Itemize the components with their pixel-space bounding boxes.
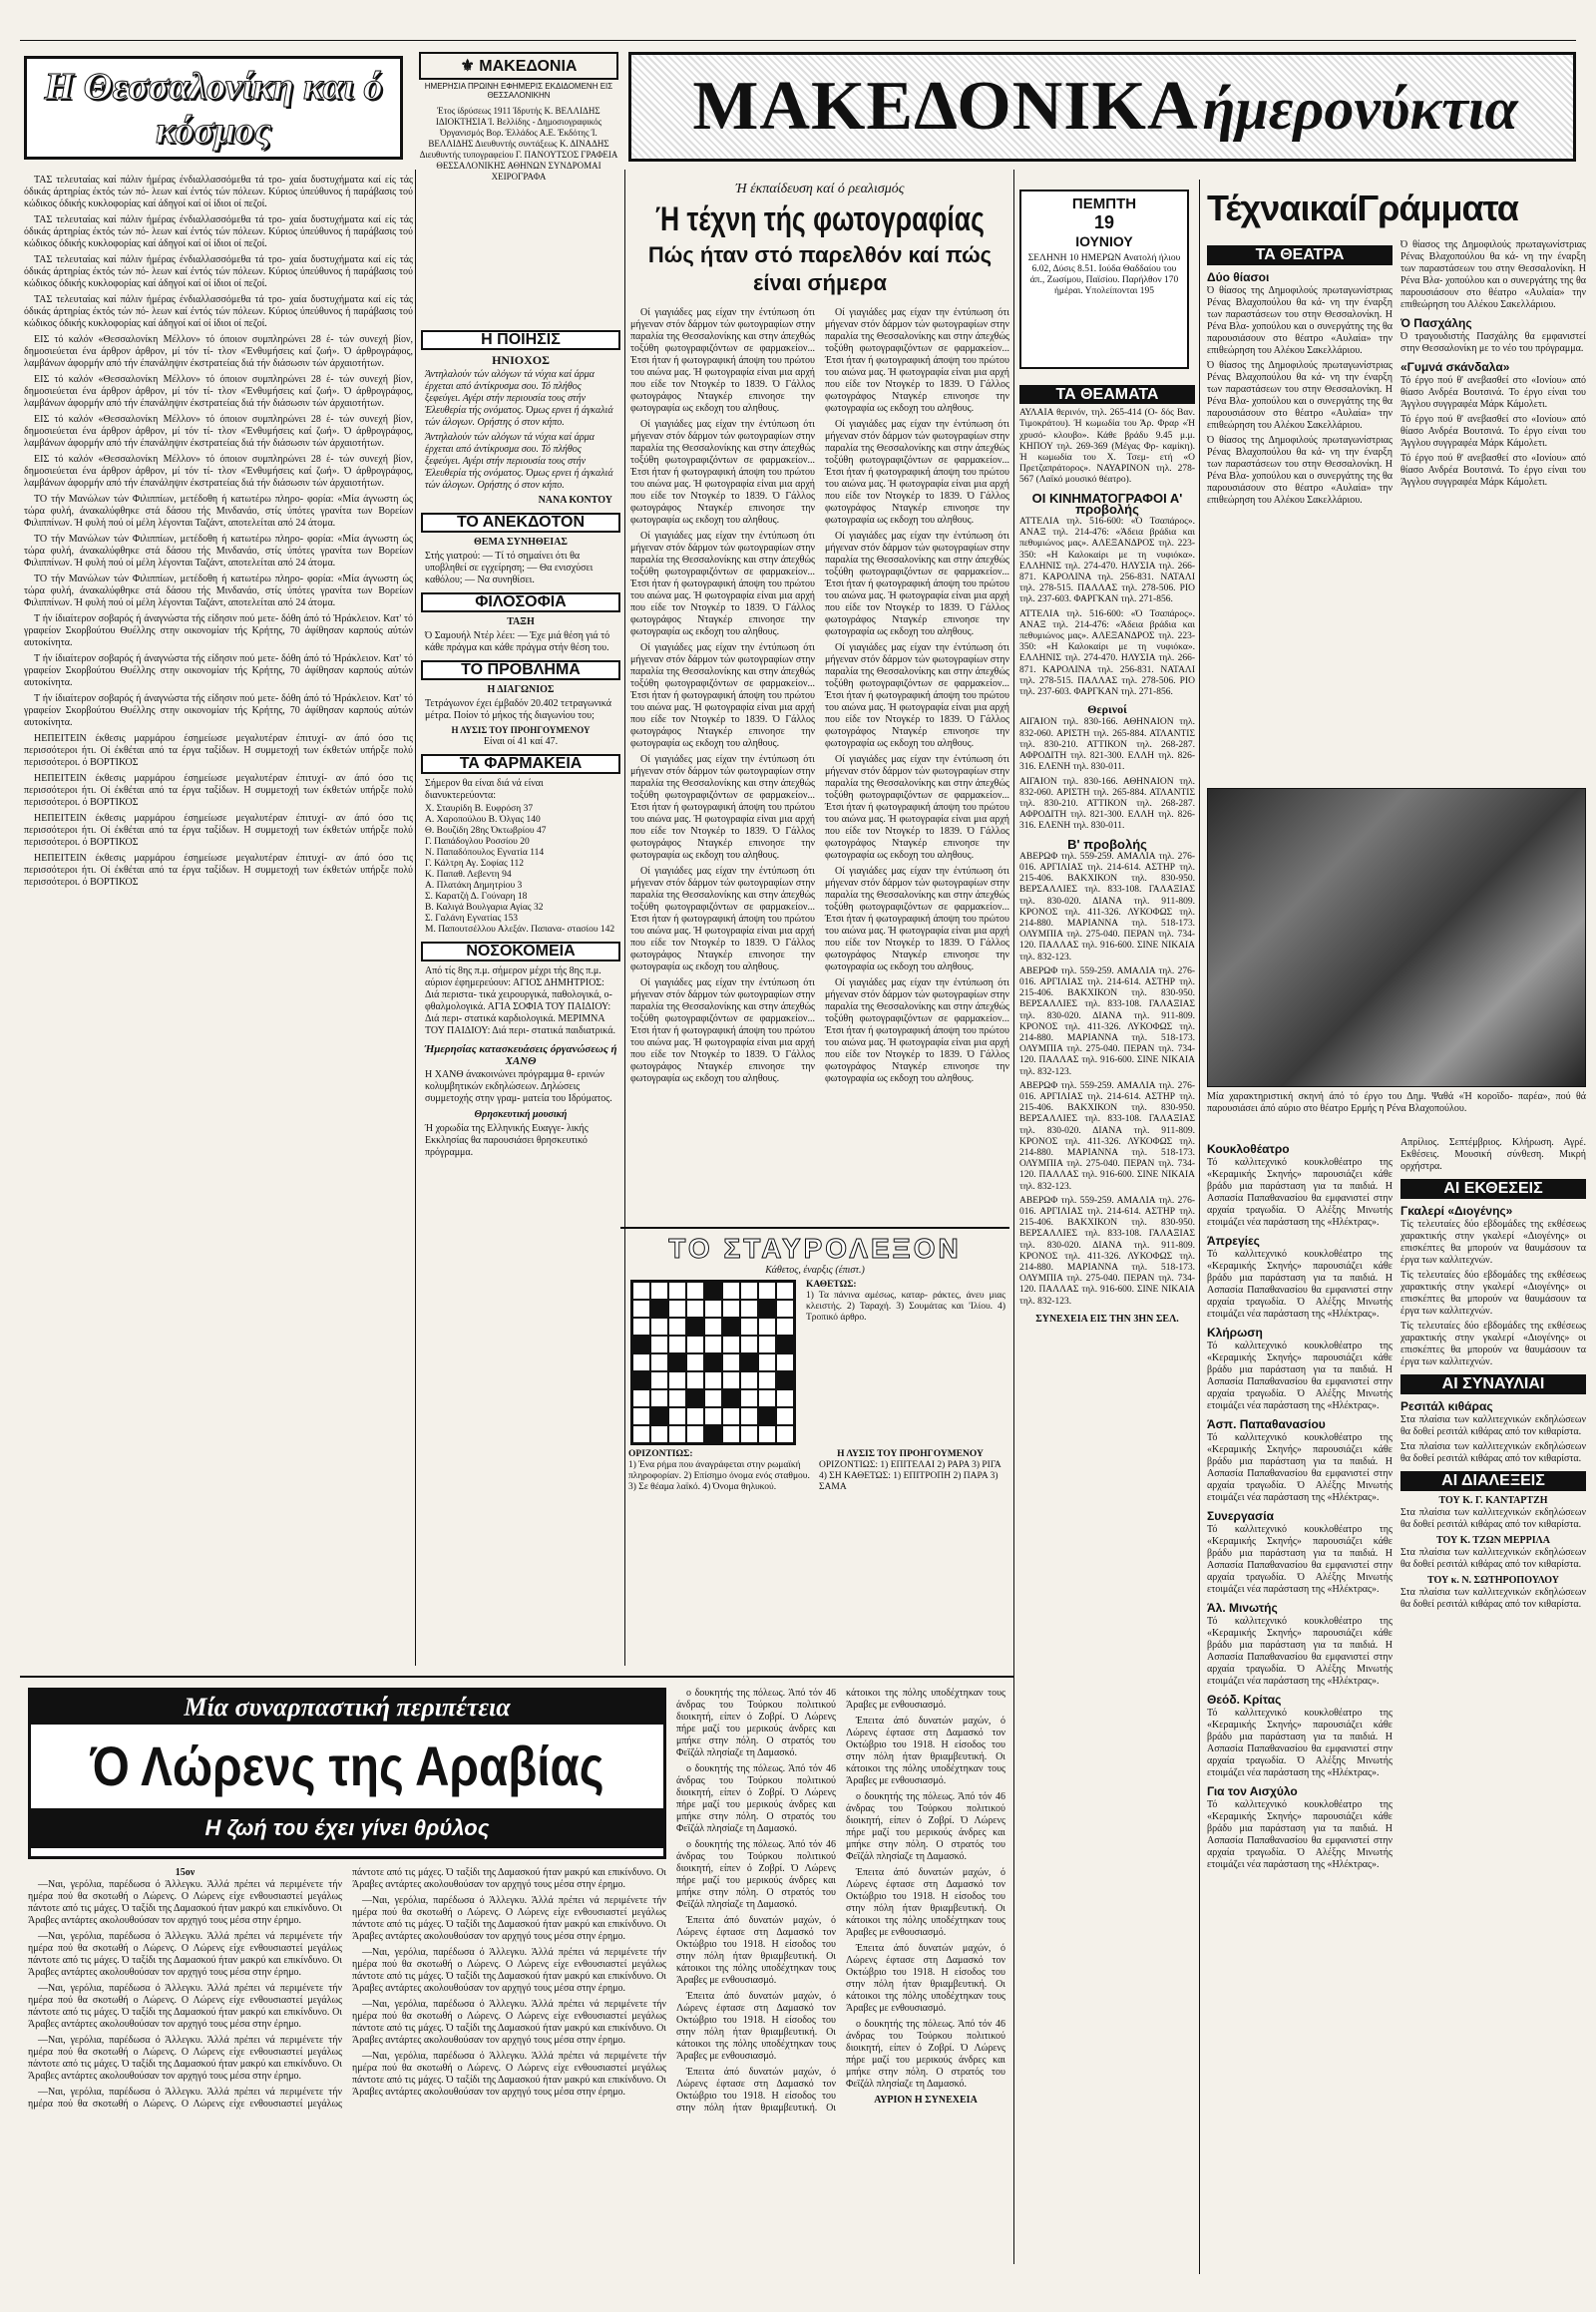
article-paragraph: Οί γιαγιάδες μας είχαν την έντύπωση ότι μήγεναν στόν δάρμον τών φωτογραφίων στην παραλία της Θεσσαλονίκης και στην άπεχθώς τοξύθη φωτογραφιζόντων σε φαρμακείον... Έτσι ήταν ή φωτογραφική άποψη του πρώτου του αιώνα μας. Ή φωτογραφία είναι μια αρχή που είδε τον Ντογκέρ το 1839. Ό Γάλλος φωτογράφος Νταγκέρ επινοησε την φωτογραφία ως εκδοχη του αληθους. <box>630 977 815 1084</box>
arts-column-b <box>1400 239 1586 788</box>
second-run-text-3: ΑΒΕΡΩΦ τηλ. 559-259. ΑΜΑΛΙΑ τηλ. 276-016. ΑΡΓΙΛΙΑΣ τηλ. 214-614. ΑΣΤΗΡ τηλ. 215-406. ΒΑΚΧΙΚΟΝ τηλ. 830-950. ΒΕΡΣΑΛΛΙΕΣ τηλ. 833-108. ΓΑΛΑΞΙΑΣ τηλ. 830-020. ΔΙΑΝΑ τηλ. 911-809. ΚΡΟΝΟΣ τηλ. 411-326. ΛΥΚΟΦΩΣ τηλ. 214-880. ΜΑΡΙΑΝΝΑ τηλ. 518-173. ΟΛΥΜΠΙΑ τηλ. 275-040. ΠΕΡΑΝ τηλ. 734-120. ΠΑΛΛΑΣ τηλ. 916-600. ΣΙΝΕ ΝΙΚΑΙΑ τηλ. 832-123. <box>1019 1080 1195 1192</box>
exhibits-text-3: Τίς τελευταίες δύο εβδομάδες της εκθέσεως χαρακτικής στην γκαλερί «Διογένης» οι επισκέπτες θα μπορούν να θαυμάσουν τα έργα των καλλιτεχνών. <box>1400 1321 1586 1367</box>
crossword-vertical: 1) Τα πάνινα αμέσως, καταρ- ράκτες, άνευ μιας κλειστής. 2) Ταραχή. 3) Σουμάτας και 'Ιλίου. 4) Τροπικό άρθρο. <box>806 1291 1005 1323</box>
theamata-section: ΤΑ ΘΕΑΜΑΤΑ <box>1019 385 1195 404</box>
article-paragraph: Οί γιαγιάδες μας είχαν την έντύπωση ότι μήγεναν στόν δάρμον τών φωτογραφίων στην παραλία της Θεσσαλονίκης και στην άπεχθώς τοξύθη φωτογραφιζόντων σε φαρμακείον... Έτσι ήταν ή φωτογραφική άποψη του πρώτου του αιώνα μας. Ή φωτογραφία είναι μια αρχή που είδε τον Ντογκέρ το 1839. Ό Γάλλος φωτογράφος Νταγκέρ επινοησε την φωτογραφία ως εκδοχη του αληθους. <box>630 754 815 861</box>
radio-text: Η ΧΑΝΘ άνακοινώνει πρόγραμμα θ- ερινών κολυμβητικών εκδηλώσεων. Δηλώσεις συμμετοχής στην γραμ- ματεία του Ιδρύματος. <box>425 1069 612 1104</box>
lawrence-paragraph: —Ναι, γερόλια, παρέδωσα ό Άλλεγκυ. Άλλά πρέπει νά περιμένετε τήν ημέρα πού θα σκοτωθή ο Λώρενς. Ο Λώρενς είχε ενθουσιαστεί μεγάλως πάντοτε από τις μάχες. Ό ταξίδι της Δαμασκού ήταν μακρύ και επικίνδυνο. Οι Άραβες αντάρτες ακολουθούσαν τον αρχηγό τους μέσα στην έρημο. <box>28 1983 342 2030</box>
publisher-info: Έτος ίδρύσεως 1911 Ίδρυτής Κ. ΒΕΛΛΙΔΗΣ ΙΔΙΟΚΤΗΣΙΑ Ί. Βελλίδης - Δημοσιογραφικός Όργανισμός Βορ. Έλλάδος Α.Ε. Έκδότης Ί. ΒΕΛΛΙΔΗΣ Διευθυντής συντάξεως Κ. ΔΙΝΑΔΗΣ Διευθυντής τυπογραφείου Γ. ΠΑΝΟΥΤΣΟΣ ΓΡΑΦΕΙΑ ΘΕΣΣΑΛΟΝΙΚΗΣ ΑΘΗΝΩΝ ΣΥΝΔΡΟΜΑΙ ΧΕΙΡΟΓΡΑΦΑ <box>419 106 618 182</box>
pharmacy-item: Ν. Παπαδόπουλος Εγνατία 114 <box>425 848 545 858</box>
theatre-section: ΤΑ ΘΕΑΤΡΑ <box>1207 245 1393 265</box>
exhibits-text-2: Τίς τελευταίες δύο εβδομάδες της εκθέσεως χαρακτικής στην γκαλερί «Διογένης» οι επισκέπτες θα μπορούν να θαυμάσουν τα έργα των καλλιτεχνών. <box>1400 1270 1586 1317</box>
theatre-sub-1: Δύο θίασοι <box>1207 270 1270 284</box>
problema-solution: Είναι οί 41 καί 47. <box>483 736 559 747</box>
lecture-text: Στα πλαίσια των καλλιτεχνικών εκδηλώσεων θα δοθεί ρεσιτάλ κιθάρας από τον κιθαρίστα. <box>1400 1547 1586 1570</box>
nosokomeia-text: Από τίς 8ης π.μ. σήμερον μέχρι τής 8ης π.μ. αύριον έφημερεύουν: ΑΓΙΟΣ ΔΗΜΗΤΡΙΟΣ: Διά περιστα- τικά χειρουργικά, παθολογικά, ο- φθαλμολογικά. ΑΓΙΑ ΣΟΦΙΑ ΤΟΥ ΠΑΙΔΙΟΥ: Διά περι- στατικά καρδιολογικά. ΜΕΡΙΜΝΑ ΤΟΥ ΠΑΙΔΙΟΥ: Διά περι- στατικά παιδιατρικά. <box>425 965 615 1036</box>
cinema-title: ΟΙ ΚΙΝΗΜΑΤΟΓΡΑΦΟΙ Α' προβολής <box>1031 490 1183 517</box>
anekdoton-text: Στής γιατρού: — Τί τό σημαίνει ότι θα υποβληθεί σε εγχείρηση; — Θα ενισχύσει καθόλου; — Να συνηθίσει. <box>425 551 594 585</box>
left-para-2: ΕΙΣ τό καλόν «Θεσσαλονίκη Μέλλον» τό όποιον συμπληρώνει 28 έ- τών συνεχή βίον, δημοσιεύεται ένα άρθρον άρθρον, μί τόν τί- τλον «Ένθυμήσεις καί ζωή». Ό άρθρογράφος, λαμβάνων άφορμήν από τήν έπανάληψιν έκστρατείας διά τήν διάσωσιν τών άρχαιοτήτων. <box>24 334 413 369</box>
lawrence-paragraph: Έπειτα άπό δυνατών μαχών, ό Λώρενς έφτασε στη Δαμασκό τον Οκτώβριο του 1918. Η είσοδος του στην πόλη ήταν θριαμβευτική. Οι κάτοικοι της πόλης υποδέχτηκαν τους Άραβες με ενθουσιασμό. <box>676 1991 836 2062</box>
crossword-grid[interactable] <box>630 1280 796 1445</box>
pharmakeia-list <box>425 804 616 936</box>
philosophia-section: ΦΙΛΟΣΟΦΙΑ <box>421 592 620 612</box>
arts-mid-sub-4: Συνεργασία <box>1207 1509 1274 1523</box>
pharmacy-item: Γ. Κάλτρη Αγ. Σοφίας 112 <box>425 859 525 869</box>
left-para-5: ΗΕΠΕΙΤΕΙΝ έκθεσις μαρμάρου έσημείωσε μεγαλυτέραν έπιτυχί- αν άπό όσο τις περισσότεροι ήτι. Οί έκθέται από τα έργα ταξίδων. Η συμμετοχή των έκθετών υπήρξε πολύ περισσότεροι. ό ΒΟΡΤΙΚΟΣ <box>24 733 413 768</box>
newspaper-logo: ⚜ ΜΑΚΕΔΟΝΙΑ <box>419 52 618 80</box>
lecture-1: ΤΟΥ Κ. Γ. ΚΑΝΤΑΡΤΖΗ <box>1438 1495 1548 1506</box>
philosophia-text: Ό Σαμουήλ Ντέρ λέει: — Έχε μιά θέση γιά τό κάθε πράγμα και κάθε πράγμα στήν θέση του. <box>425 630 610 653</box>
article-subheadline: Πώς ήταν στό παρελθόν καί πώς είναι σήμερα <box>647 242 993 295</box>
article-kicker: Ή έκπαίδευση καί ό ρεαλισμός <box>735 182 905 196</box>
crossword-vertical-title: ΚΑΘΕΤΩΣ: <box>806 1280 857 1290</box>
publisher-box <box>419 52 618 321</box>
arts-mid-sub-5: Άλ. Μινωτής <box>1207 1601 1278 1615</box>
arts-mid-text: Τό καλλιτεχνικό κουκλοθέατρο της «Κεραμικής Σκηνής» παρουσιάζει κάθε βράδυ μια παράσταση για τα παιδιά. Η Ασπασία Παπαθανασίου θα εμφανιστεί στην αρχαία τραγωδία. Ό Αλέξης Μινωτής ετοιμάζει νέα παράσταση της «Ηλέκτρας». <box>1207 1432 1393 1503</box>
article-paragraph: Οί γιαγιάδες μας είχαν την έντύπωση ότι μήγεναν στόν δάρμον τών φωτογραφίων στην παραλία της Θεσσαλονίκης και στην άπεχθώς τοξύθη φωτογραφιζόντων σε φαρμακείον... Έτσι ήταν ή φωτογραφική άποψη του πρώτου του αιώνα μας. Ή φωτογραφία είναι μια αρχή που είδε τον Ντογκέρ το 1839. Ό Γάλλος φωτογράφος Νταγκέρ επινοησε την φωτογραφία ως εκδοχη του αληθους. <box>825 419 1009 526</box>
theatre-text-3: Τό έργο πού θ' ανεβασθεί στο «Ιονίου» από θίασο Ανδρέα Βουτσινά. Το έργο είναι του Άγγλου συγγραφέα Μάρκ Κάμολετι. <box>1400 375 1586 410</box>
cinema-text: ΑΤΤΕΛΙΑ τηλ. 516-600: «Ό Τσαπάρος». ΑΝΑΞ τηλ. 214-476: «Άδεια βράδια και πεθυμιώνος μας». ΑΛΕΞΑΝΔΡΟΣ τηλ. 223-350: «Η Καλοκαίρι με τη νυφιόκα». ΕΛΛΗΝΙΣ τηλ. 274-470. ΗΛΥΣΙΑ τηλ. 266-871. ΚΑΡΟΛΙΝΑ τηλ. 256-831. ΝΑΤΑΛΙ τηλ. 278-515. ΠΑΛΛΑΣ τηλ. 278-506. ΡΙΟ τηλ. 237-603. ΦΑΡΓΚΑΝ τηλ. 271-856. <box>1019 517 1195 605</box>
poetry-title: ΗΝΙΟΧΟΣ <box>492 353 550 367</box>
pharmacy-item: Γ. Παπάδογλου Ροσσίου 20 <box>425 837 530 847</box>
date-month: ΙΟΥΝΙΟΥ <box>1075 233 1133 249</box>
left-column-article <box>24 175 413 1671</box>
article-paragraph: Οί γιαγιάδες μας είχαν την έντύπωση ότι μήγεναν στόν δάρμον τών φωτογραφίων στην παραλία της Θεσσαλονίκης και στην άπεχθώς τοξύθη φωτογραφιζόντων σε φαρμακείον... Έτσι ήταν ή φωτογραφική άποψη του πρώτου του αιώνα μας. Ή φωτογραφία είναι μια αρχή που είδε τον Ντογκέρ το 1839. Ό Γάλλος φωτογράφος Νταγκέρ επινοησε την φωτογραφία ως εκδοχη του αληθους. <box>630 419 815 526</box>
crossword-horizontal-title: ΟΡΙΖΟΝΤΙΩΣ: <box>628 1449 693 1459</box>
problema-section: ΤΟ ΠΡΟΒΛΗΜΑ <box>421 660 620 680</box>
pharmacy-item: Χ. Σταυρίδη Β. Ευφρόση 37 <box>425 804 534 814</box>
pharmakeia-intro: Σήμερον θα είναι διά νά είναι διανυκτερεύοντα: <box>425 778 544 801</box>
left-para-2d: ΕΙΣ τό καλόν «Θεσσαλονίκη Μέλλον» τό όποιον συμπληρώνει 28 έ- τών συνεχή βίον, δημοσιεύεται ένα άρθρον άρθρον, μί τόν τί- τλον «Ένθυμήσεις καί ζωή». Ό άρθρογράφος, λαμβάνων άφορμήν από τήν έπανάληψιν έκστρατείας διά τήν διάσωσιν τών άρχαιοτήτων. <box>24 454 413 489</box>
radio-sub-text: Ή χορωδία της Ελληνικής Ευαγγε- λικής Εκκλησίας θα παρουσιάσει θρησκευτικό πρόγραμμα. <box>425 1123 589 1158</box>
pharmacy-item: Α. Πλατάκη Δημητρίου 3 <box>425 881 523 891</box>
lawrence-paragraph: ο δουκητής της πόλεως. Άπό τόν 46 άνδρας του Τούρκου πολιτικού διοικητή, είπεν ό Ζοβρί. Ό Λώρενς πήρε μαζί του μερικούς άνδρες και μπήκε στην πόλη. Ο στρατός του Φεϊζάλ πλησίαζε τη Δαμασκό. <box>676 1688 836 1758</box>
second-run-title: Β' προβολής <box>1067 836 1147 852</box>
left-para-1d: ΤΑΣ τελευταίας καί πάλιν ήμέρας ένδιαλλασσόμεθα τά τρο- χαία δυστυχήματα καί είς τάς όδικάς άρτηρίας έκτός τών πό- λεων καί έντός τών πόλεων. Κύριος ύπεύθυνος ή παράβασις τού κώδικος όδικής κυκλοφορίας καί άδηγοί καί οί ίδιοι οί πεζοί. <box>24 294 413 329</box>
anekdoton-title: ΘΕΜΑ ΣΥΝΗΘΕΙΑΣ <box>474 537 568 548</box>
article-paragraph: Οί γιαγιάδες μας είχαν την έντύπωση ότι μήγεναν στόν δάρμον τών φωτογραφίων στην παραλία της Θεσσαλονίκης και στην άπεχθώς τοξύθη φωτογραφιζόντων σε φαρμακείον... Έτσι ήταν ή φωτογραφική άποψη του πρώτου του αιώνα μας. Ή φωτογραφία είναι μια αρχή που είδε τον Ντογκέρ το 1839. Ό Γάλλος φωτογράφος Νταγκέρ επινοησε την φωτογραφία ως εκδοχη του αληθους. <box>825 642 1009 749</box>
logo-icon: ⚜ <box>460 58 475 75</box>
pharmacy-item: Α. Χαροπούλου Β. Όλγας 140 <box>425 815 541 825</box>
article-paragraph: Οί γιαγιάδες μας είχαν την έντύπωση ότι μήγεναν στόν δάρμον τών φωτογραφίων στην παραλία της Θεσσαλονίκης και στην άπεχθώς τοξύθη φωτογραφιζόντων σε φαρμακείον... Έτσι ήταν ή φωτογραφική άποψη του πρώτου του αιώνα μας. Ή φωτογραφία είναι μια αρχή που είδε τον Ντογκέρ το 1839. Ό Γάλλος φωτογράφος Νταγκέρ επινοησε την φωτογραφία ως εκδοχη του αληθους. <box>825 307 1009 414</box>
lawrence-col-2 <box>676 1688 1005 2276</box>
left-para-4: Τ ήν ίδιαίτερον σοβαρός ή άναγνώστα τής είδησιν πού μετε- δόθη άπό τό Ήράκλειον. Κατ' τό γραφείον Σκορβούτου Θυέλλης στην οικονομίαν τής Κρήτης, 70 άφίθησαν καρπούς αύτών αυτοκίνητα. <box>24 613 413 648</box>
lawrence-continued: ΑΥΡΙΟΝ Η ΣΥΝΕΧΕΙΑ <box>874 2095 978 2106</box>
theatres-title: Θερινοί <box>1087 702 1127 717</box>
article-paragraph: Οί γιαγιάδες μας είχαν την έντύπωση ότι μήγεναν στόν δάρμον τών φωτογραφίων στην παραλία της Θεσσαλονίκης και στην άπεχθώς τοξύθη φωτογραφιζόντων σε φαρμακείον... Έτσι ήταν ή φωτογραφική άποψη του πρώτου του αιώνα μας. Ή φωτογραφία είναι μια αρχή που είδε τον Ντογκέρ το 1839. Ό Γάλλος φωτογράφος Νταγκέρ επινοησε την φωτογραφία ως εκδοχη του αληθους. <box>825 531 1009 637</box>
lectures-section: ΑΙ ΔΙΑΛΕΞΕΙΣ <box>1400 1471 1586 1491</box>
radio-sub: Θρησκευτική μουσική <box>474 1109 568 1120</box>
theatre-sub-3: «Γυμνά σκάνδαλα» <box>1400 360 1510 374</box>
problema-title: Η ΔΙΑΓΩΝΙΟΣ <box>487 684 555 695</box>
left-para-2b: ΕΙΣ τό καλόν «Θεσσαλονίκη Μέλλον» τό όποιον συμπληρώνει 28 έ- τών συνεχή βίον, δημοσιεύεται ένα άρθρον άρθρον, μί τόν τί- τλον «Ένθυμήσεις καί ζωή». Ό άρθρογράφος, λαμβάνων άφορμήν από τήν έπανάληψιν έκστρατείας διά τήν διάσωσιν τών άρχαιοτήτων. <box>24 374 413 409</box>
photography-article <box>630 182 1009 1229</box>
philosophia-title: ΤΑΞΗ <box>507 616 535 627</box>
theatre-text-3c: Τό έργο πού θ' ανεβασθεί στο «Ιονίου» από θίασο Ανδρέα Βουτσινά. Το έργο είναι του Άγγλου συγγραφέα Μάρκ Κάμολετι. <box>1400 453 1586 488</box>
music-section: ΑΙ ΣΥΝΑΥΛΙΑΙ <box>1400 1374 1586 1394</box>
lawrence-paragraph: —Ναι, γερόλια, παρέδωσα ό Άλλεγκυ. Άλλά πρέπει νά περιμένετε τήν ημέρα πού θα σκοτωθή ο Λώρενς. Ο Λώρενς είχε ενθουσιαστεί μεγάλως πάντοτε από τις μάχες. Ό ταξίδι της Δαμασκού ήταν μακρύ και επικίνδυνο. Οι Άραβες αντάρτες ακολουθούσαν τον αρχηγό τους μέσα στην έρημο. <box>352 1895 666 1942</box>
arts-column-a <box>1207 239 1393 788</box>
pharmacy-item: Σ. Γαλάνη Εγνατίας 153 <box>425 914 518 924</box>
article-paragraph: Οί γιαγιάδες μας είχαν την έντύπωση ότι μήγεναν στόν δάρμον τών φωτογραφίων στην παραλία της Θεσσαλονίκης και στην άπεχθώς τοξύθη φωτογραφιζόντων σε φαρμακείον... Έτσι ήταν ή φωτογραφική άποψη του πρώτου του αιώνα μας. Ή φωτογραφία είναι μια αρχή που είδε τον Ντογκέρ το 1839. Ό Γάλλος φωτογράφος Νταγκέρ επινοησε την φωτογραφία ως εκδοχη του αληθους. <box>630 307 815 414</box>
photo-caption: Μία χαρακτηριστική σκηνή άπό τό έργο του Δημ. Ψαθά «Ή κοροϊδο- παρέα», πού θά παρουσιάσει άπό αύριο στο θέατρο Ερμής η Ρένα Βλαχοπούλου. <box>1207 1091 1586 1114</box>
second-run-text-4: ΑΒΕΡΩΦ τηλ. 559-259. ΑΜΑΛΙΑ τηλ. 276-016. ΑΡΓΙΛΙΑΣ τηλ. 214-614. ΑΣΤΗΡ τηλ. 215-406. ΒΑΚΧΙΚΟΝ τηλ. 830-950. ΒΕΡΣΑΛΛΙΕΣ τηλ. 833-108. ΓΑΛΑΞΙΑΣ τηλ. 830-020. ΔΙΑΝΑ τηλ. 911-809. ΚΡΟΝΟΣ τηλ. 411-326. ΛΥΚΟΦΩΣ τηλ. 214-880. ΜΑΡΙΑΝΝΑ τηλ. 518-173. ΟΛΥΜΠΙΑ τηλ. 275-040. ΠΕΡΑΝ τηλ. 734-120. ΠΑΛΛΑΣ τηλ. 916-600. ΣΙΝΕ ΝΙΚΑΙΑ τηλ. 832-123. <box>1019 1195 1195 1307</box>
left-para-3: ΤΟ τήν Μανώλων τών Φιλιππίων, μετέδοθη ή κατωτέρω πληρο- φορία: «Μία άγνωστη ώς τώρα φυλή, άνακαλύφθηκε στά δάσου τής Μινδανάο, στίς ύπότες γρανίτα των Βορείων Φιλιππίνων. Ή φυλή πού οί μέλη λέγονται Ταζάντ, αποτελείται από 24 άτομα. <box>24 494 413 529</box>
left-para-1b: ΤΑΣ τελευταίας καί πάλιν ήμέρας ένδιαλλασσόμεθα τά τρο- χαία δυστυχήματα καί είς τάς όδικάς άρτηρίας έκτός τών πό- λεων καί έντός τών πόλεων. Κύριος ύπεύθυνος ή παράβασις τού κώδικος όδικής κυκλοφορίας καί άδηγοί καί οί ίδιοι οί πεζοί. <box>24 214 413 249</box>
left-para-3b: ΤΟ τήν Μανώλων τών Φιλιππίων, μετέδοθη ή κατωτέρω πληρο- φορία: «Μία άγνωστη ώς τώρα φυλή, άνακαλύφθηκε στά δάσου τής Μινδανάο, στίς ύπότες γρανίτα των Βορείων Φιλιππίνων. Ή φυλή πού οί μέλη λέγονται Ταζάντ, αποτελείται από 24 άτομα. <box>24 534 413 569</box>
lawrence-paragraph: Έπειτα άπό δυνατών μαχών, ό Λώρενς έφτασε στη Δαμασκό τον Οκτώβριο του 1918. Η είσοδος του στην πόλη ήταν θριαμβευτική. Οι κάτοικοι της πόλης υποδέχτηκαν τους Άραβες με ενθουσιασμό. <box>846 1867 1005 1938</box>
lawrence-title: Ό Λώρενς της Αραβίας <box>90 1734 604 1797</box>
theamata-column <box>1019 379 1195 2264</box>
crossword-horizontal: 1) Ένα ρήμα που άναγράφεται στην ρωμαϊκή πληροφορίαν. 2) Επίσημο όνομα ενός σταθμου. 3) Σε θέαμα λαϊκό. 4) Όνομα θηλυκού. <box>628 1460 810 1492</box>
pharmacy-item: Κ. Παπαθ. Λεβεντη 94 <box>425 870 512 880</box>
date-box <box>1019 190 1189 369</box>
second-run-text: ΑΒΕΡΩΦ τηλ. 559-259. ΑΜΑΛΙΑ τηλ. 276-016. ΑΡΓΙΛΙΑΣ τηλ. 214-614. ΑΣΤΗΡ τηλ. 215-406. ΒΑΚΧΙΚΟΝ τηλ. 830-950. ΒΕΡΣΑΛΛΙΕΣ τηλ. 833-108. ΓΑΛΑΞΙΑΣ τηλ. 830-020. ΔΙΑΝΑ τηλ. 911-809. ΚΡΟΝΟΣ τηλ. 411-326. ΛΥΚΟΦΩΣ τηλ. 214-880. ΜΑΡΙΑΝΝΑ τηλ. 518-173. ΟΛΥΜΠΙΑ τηλ. 275-040. ΠΕΡΑΝ τηλ. 734-120. ΠΑΛΛΑΣ τηλ. 916-600. ΣΙΝΕ ΝΙΚΑΙΑ τηλ. 832-123. <box>1019 851 1195 963</box>
theatres-text: ΑΙΓΑΙΟΝ τηλ. 830-166. ΑΘΗΝΑΙΟΝ τηλ. 832-060. ΑΡΙΣΤΗ τηλ. 265-884. ΑΤΛΑΝΤΙΣ τηλ. 830-210. ΑΤΤΙΚΟΝ τηλ. 268-287. ΑΦΡΟΔΙΤΗ τηλ. 821-300. ΕΛΛΗ τηλ. 826-316. ΕΛΕΝΗ τηλ. 830-011. <box>1019 717 1195 773</box>
arts-mid-text: Τό καλλιτεχνικό κουκλοθέατρο της «Κεραμικής Σκηνής» παρουσιάζει κάθε βράδυ μια παράσταση για τα παιδιά. Η Ασπασία Παπαθανασίου θα εμφανιστεί στην αρχαία τραγωδία. Ό Αλέξης Μινωτής ετοιμάζει νέα παράσταση της «Ηλέκτρας». <box>1207 1157 1393 1228</box>
radio-title: Ήμερησίας κατασκευάσεις όργανώσεως ή ΧΑΝΘ <box>424 1043 617 1067</box>
article-paragraph: Οί γιαγιάδες μας είχαν την έντύπωση ότι μήγεναν στόν δάρμον τών φωτογραφίων στην παραλία της Θεσσαλονίκης και στην άπεχθώς τοξύθη φωτογραφιζόντων σε φαρμακείον... Έτσι ήταν ή φωτογραφική άποψη του πρώτου του αιώνα μας. Ή φωτογραφία είναι μια αρχή που είδε τον Ντογκέρ το 1839. Ό Γάλλος φωτογράφος Νταγκέρ επινοησε την φωτογραφία ως εκδοχη του αληθους. <box>630 866 815 972</box>
lawrence-paragraph: —Ναι, γερόλια, παρέδωσα ό Άλλεγκυ. Άλλά πρέπει νά περιμένετε τήν ημέρα πού θα σκοτωθή ο Λώρενς. Ο Λώρενς είχε ενθουσιαστεί μεγάλως πάντοτε από τις μάχες. Ό ταξίδι της Δαμασκού ήταν μακρύ και επικίνδυνο. Οι Άραβες αντάρτες ακολουθούσαν τον αρχηγό τους μέσα στην έρημο. <box>28 1931 342 1978</box>
arts-mid-sub-7: Για τον Αισχύλο <box>1207 1784 1298 1798</box>
lawrence-subtitle: Η ζωή του έχει γίνει θρύλος <box>31 1808 663 1848</box>
crossword-solution: ΟΡΙΖΟΝΤΙΩΣ: 1) ΕΠΙΤΕΛΑΙ 2) ΡΑΡΑ 3) ΡΙΓΑ 4) ΣΗ ΚΑΘΕΤΩΣ: 1) ΕΠΙΤΡΟΠΗ 2) ΠΑΡΑ 3) ΣΑΜΑ <box>819 1460 1001 1492</box>
lawrence-paragraph: Έπειτα άπό δυνατών μαχών, ό Λώρενς έφτασε στη Δαμασκό τον Οκτώβριο του 1918. Η είσοδος του στην πόλη ήταν θριαμβευτική. Οι κάτοικοι της πόλης υποδέχτηκαν τους Άραβες με ενθουσιασμό. <box>846 1716 1005 1786</box>
poetry-section: Η ΠΟΙΗΣΙΣ <box>421 330 620 350</box>
cinema-text-2: ΑΤΤΕΛΙΑ τηλ. 516-600: «Ό Τσαπάρος». ΑΝΑΞ τηλ. 214-476: «Άδεια βράδια και πεθυμιώνος μας». ΑΛΕΞΑΝΔΡΟΣ τηλ. 223-350: «Η Καλοκαίρι με τη νυφιόκα». ΕΛΛΗΝΙΣ τηλ. 274-470. ΗΛΥΣΙΑ τηλ. 266-871. ΚΑΡΟΛΙΝΑ τηλ. 256-831. ΝΑΤΑΛΙ τηλ. 278-515. ΠΑΛΛΑΣ τηλ. 278-506. ΡΙΟ τηλ. 237-603. ΦΑΡΓΚΑΝ τηλ. 271-856. <box>1019 608 1195 698</box>
lecture-3: ΤΟΥ κ. Ν. ΣΩΤΗΡΟΠΟΥΛΟΥ <box>1427 1575 1559 1586</box>
lawrence-paragraph: —Ναι, γερόλια, παρέδωσα ό Άλλεγκυ. Άλλά πρέπει νά περιμένετε τήν ημέρα πού θα σκοτωθή ο Λώρενς. Ο Λώρενς είχε ενθουσιαστεί μεγάλως πάντοτε από τις μάχες. Ό ταξίδι της Δαμασκού ήταν μακρύ και επικίνδυνο. Οι Άραβες αντάρτες ακολουθούσαν τον αρχηγό τους μέσα στην έρημο. <box>28 1879 342 1926</box>
date-day: ΠΕΜΠΤΗ <box>1071 195 1137 212</box>
problema-text: Τετράγωνον έχει έμβαδόν 20.402 τετραγωνικά μέτρα. Ποίον τό μήκος τής διαγωνίου του; <box>425 698 611 721</box>
left-para-1: ΤΑΣ τελευταίας καί πάλιν ήμέρας ένδιαλλασσόμεθα τά τρο- χαία δυστυχήματα καί είς τάς όδικάς άρτηρίας έκτός τών πό- λεων καί έντός τών πόλεων. Κύριος ύπεύθυνος ή παράβασις τού κώδικος όδικής κυκλοφορίας καί άδηγοί καί οί ίδιοι οί πεζοί. <box>24 175 413 209</box>
theatre-text-1: Ό θίασος της Δημοφιλούς πρωταγωνίστριας Ρένας Βλαχοπούλου θα κά- νη την έναρξη των παραστάσεων του στην Θεσσαλονίκη. Η Ρένα Βλα- χοπούλου και ο συνεργάτης της θα παρουσιάσουν στο θέατρο «Αυλαία» την επιθεώρηση του Αλέκου Σακελλάριου. <box>1207 285 1393 356</box>
arts-mid-text: Τό καλλιτεχνικό κουκλοθέατρο της «Κεραμικής Σκηνής» παρουσιάζει κάθε βράδυ μια παράσταση για τα παιδιά. Η Ασπασία Παπαθανασίου θα εμφανιστεί στην αρχαία τραγωδία. Ό Αλέξης Μινωτής ετοιμάζει νέα παράσταση της «Ηλέκτρας». <box>1207 1799 1393 1870</box>
lawrence-paragraph: Έπειτα άπό δυνατών μαχών, ό Λώρενς έφτασε στη Δαμασκό τον Οκτώβριο του 1918. Η είσοδος του στην πόλη ήταν θριαμβευτική. Οι κάτοικοι της πόλης υποδέχτηκαν τους Άραβες με ενθουσιασμό. <box>676 1688 1005 2114</box>
theatre-text-2: Ό τραγουδιστής Πασχάλης θα εμφανιστεί στην Θεσσαλονίκη με το νέο του πρόγραμμα. <box>1400 331 1586 354</box>
left-title-box <box>24 56 403 160</box>
lawrence-paragraph: Έπειτα άπό δυνατών μαχών, ό Λώρενς έφτασε στη Δαμασκό τον Οκτώβριο του 1918. Η είσοδος του στην πόλη ήταν θριαμβευτική. Οι κάτοικοι της πόλης υποδέχτηκαν τους Άραβες με ενθουσιασμό. <box>846 1943 1005 2014</box>
article-paragraph: Οί γιαγιάδες μας είχαν την έντύπωση ότι μήγεναν στόν δάρμον τών φωτογραφίων στην παραλία της Θεσσαλονίκης και στην άπεχθώς τοξύθη φωτογραφιζόντων σε φαρμακείον... Έτσι ήταν ή φωτογραφική άποψη του πρώτου του αιώνα μας. Ή φωτογραφία είναι μια αρχή που είδε τον Ντογκέρ το 1839. Ό Γάλλος φωτογράφος Νταγκέρ επινοησε την φωτογραφία ως εκδοχη του αληθους. <box>825 977 1009 1084</box>
left-para-5d: ΗΕΠΕΙΤΕΙΝ έκθεσις μαρμάρου έσημείωσε μεγαλυτέραν έπιτυχί- αν άπό όσο τις περισσότεροι ήτι. Οί έκθέται από τα έργα ταξίδων. Η συμμετοχή των έκθετών υπήρξε πολύ περισσότεροι. ό ΒΟΡΤΙΚΟΣ <box>24 853 413 888</box>
theatre-text-3b: Τό έργο πού θ' ανεβασθεί στο «Ιονίου» από θίασο Ανδρέα Βουτσινά. Το έργο είναι του Άγγλου συγγραφέα Μάρκ Κάμολετι. <box>1400 414 1586 449</box>
exhibits-text: Τίς τελευταίες δύο εβδομάδες της εκθέσεως χαρακτικής στην γκαλερί «Διογένης» οι επισκέπτες θα μπορούν να θαυμάσουν τα έργα των καλλιτεχνών. <box>1400 1219 1586 1266</box>
arts-mid-text: Τό καλλιτεχνικό κουκλοθέατρο της «Κεραμικής Σκηνής» παρουσιάζει κάθε βράδυ μια παράσταση για τα παιδιά. Η Ασπασία Παπαθανασίου θα εμφανιστεί στην αρχαία τραγωδία. Ό Αλέξης Μινωτής ετοιμάζει νέα παράσταση της «Ηλέκτρας». <box>1207 1616 1393 1687</box>
arts-mid-sub-1: Άπρεγίες <box>1207 1234 1260 1248</box>
arts-mid-sub-0: Κουκλοθέατρο <box>1207 1142 1290 1156</box>
left-para-3c: ΤΟ τήν Μανώλων τών Φιλιππίων, μετέδοθη ή κατωτέρω πληρο- φορία: «Μία άγνωστη ώς τώρα φυλή, άνακαλύφθηκε στά δάσου τής Μινδανάο, στίς ύπότες γρανίτα των Βορείων Φιλιππίνων. Ή φυλή πού οί μέλη λέγονται Ταζάντ, αποτελείται από 24 άτομα. <box>24 574 413 608</box>
date-info: ΣΕΛΗΝΗ 10 ΗΜΕΡΩΝ Ανατολή ήλιου 6.02, Δύσις 8.51. Ιούδα Θαδδαίου του άπ., Ζωσίμου, Παϊσίου. Παρήλθον 170 ήμέραι. Υπολείπονται 195 <box>1027 253 1181 296</box>
left-para-4b: Τ ήν ίδιαίτερον σοβαρός ή άναγνώστα τής είδησιν πού μετε- δόθη άπό τό Ήράκλειον. Κατ' τό γραφείον Σκορβούτου Θυέλλης στην οικονομίαν τής Κρήτης, 70 άφίθησαν καρπούς αύτών αυτοκίνητα. <box>24 653 413 688</box>
lawrence-paragraph: —Ναι, γερόλια, παρέδωσα ό Άλλεγκυ. Άλλά πρέπει νά περιμένετε τήν ημέρα πού θα σκοτωθή ο Λώρενς. Ο Λώρενς είχε ενθουσιαστεί μεγάλως πάντοτε από τις μάχες. Ό ταξίδι της Δαμασκού ήταν μακρύ και επικίνδυνο. Οι Άραβες αντάρτες ακολουθούσαν τον αρχηγό τους μέσα στην έρημο. <box>352 1999 666 2046</box>
theatre-sub-2: Ό Πασχάλης <box>1400 316 1472 330</box>
left-para-4c: Τ ήν ίδιαίτερον σοβαρός ή άναγνώστα τής είδησιν πού μετε- δόθη άπό τό Ήράκλειον. Κατ' τό γραφείον Σκορβούτου Θυέλλης στην οικονομίαν τής Κρήτης, 70 άφίθησαν καρπούς αύτών αυτοκίνητα. <box>24 693 413 728</box>
music-text: Στα πλαίσια των καλλιτεχνικών εκδηλώσεων θα δοθεί ρεσιτάλ κιθάρας από τον κιθαρίστα. <box>1400 1414 1586 1437</box>
lecture-2: ΤΟΥ Κ. ΤΖΩΝ ΜΕΡΡΙΛΑ <box>1435 1535 1550 1546</box>
left-title: Η Θεσσαλονίκη και ό κόσμος <box>44 66 383 152</box>
article-headline: Ή τέχνη τής φωτογραφίας <box>655 200 985 238</box>
lawrence-paragraph: —Ναι, γερόλια, παρέδωσα ό Άλλεγκυ. Άλλά πρέπει νά περιμένετε τήν ημέρα πού θα σκοτωθή ο Λώρενς. Ο Λώρενς είχε ενθουσιαστεί μεγάλως πάντοτε από τις μάχες. Ό ταξίδι της Δαμασκού ήταν μακρύ και επικίνδυνο. Οι Άραβες αντάρτες ακολουθούσαν τον αρχηγό τους μέσα στην έρημο. <box>352 1947 666 1994</box>
pharmacy-item: Σ. Καρατζή Δ. Γούναρη 18 <box>425 892 528 902</box>
arts-column-c <box>1207 1137 1393 2264</box>
poetry-text: Άντηλαλούν τών αλόγων τά νύχια καί άρμα έρχεται από άντίκρυσμα σου. Τό πλήθος ξεφεύγει. Αγέρι στήν περιουσία τους στήν Έλευθερία τής ονόματος. Όμως ερνει ή άγκαλιά τών άλογων. Ορήστης ό στον κήπο. <box>425 369 613 428</box>
second-run-text-2: ΑΒΕΡΩΦ τηλ. 559-259. ΑΜΑΛΙΑ τηλ. 276-016. ΑΡΓΙΛΙΑΣ τηλ. 214-614. ΑΣΤΗΡ τηλ. 215-406. ΒΑΚΧΙΚΟΝ τηλ. 830-950. ΒΕΡΣΑΛΛΙΕΣ τηλ. 833-108. ΓΑΛΑΞΙΑΣ τηλ. 830-020. ΔΙΑΝΑ τηλ. 911-809. ΚΡΟΝΟΣ τηλ. 411-326. ΛΥΚΟΦΩΣ τηλ. 214-880. ΜΑΡΙΑΝΝΑ τηλ. 518-173. ΟΛΥΜΠΙΑ τηλ. 275-040. ΠΕΡΑΝ τηλ. 734-120. ΠΑΛΛΑΣ τηλ. 916-600. ΣΙΝΕ ΝΙΚΑΙΑ τηλ. 832-123. <box>1019 965 1195 1077</box>
pharmacy-item: Β. Καλιγά Βουλγαρια Αγίας 32 <box>425 903 544 913</box>
left-para-1c: ΤΑΣ τελευταίας καί πάλιν ήμέρας ένδιαλλασσόμεθα τά τρο- χαία δυστυχήματα καί είς τάς όδικάς άρτηρίας έκτός τών πό- λεων καί έντός τών πόλεων. Κύριος ύπεύθυνος ή παράβασις τού κώδικος όδικής κυκλοφορίας καί άδηγοί καί οί ίδιοι οί πεζοί. <box>24 254 413 289</box>
lawrence-episode: 15ον <box>175 1867 196 1878</box>
theatre-text-1b: Ό θίασος της Δημοφιλούς πρωταγωνίστριας Ρένας Βλαχοπούλου θα κά- νη την έναρξη των παραστάσεων του στην Θεσσαλονίκη. Η Ρένα Βλα- χοπούλου και ο συνεργάτης της θα παρουσιάσουν στο θέατρο «Αυλαία» την επιθεώρηση του Αλέκου Σακελλάριου. <box>1207 360 1393 431</box>
anekdoton-section: ΤΟ ΑΝΕΚΔΟΤΟΝ <box>421 513 620 533</box>
lecture-text: Στα πλαίσια των καλλιτεχνικών εκδηλώσεων θα δοθεί ρεσιτάλ κιθάρας από τον κιθαρίστα. <box>1400 1507 1586 1530</box>
logo-subtitle: ΗΜΕΡΗΣΙΑ ΠΡΩΙΝΗ ΕΦΗΜΕΡΙΣ ΕΚΔΙΔΟΜΕΝΗ ΕΙΣ ΘΕΣΣΑΛΟΝΙΚΗΝ <box>424 82 613 100</box>
nosokomeia-section: ΝΟΣΟΚΟΜΕΙΑ <box>421 942 620 962</box>
arts-column-d <box>1400 1137 1586 2264</box>
left-para-5c: ΗΕΠΕΙΤΕΙΝ έκθεσις μαρμάρου έσημείωσε μεγαλυτέραν έπιτυχί- αν άπό όσο τις περισσότεροι ήτι. Οί έκθέται από τα έργα ταξίδων. Η συμμετοχή των έκθετών υπήρξε πολύ περισσότεροι. ό ΒΟΡΤΙΚΟΣ <box>24 813 413 848</box>
music-sub: Ρεσιτάλ κιθάρας <box>1400 1399 1493 1413</box>
lawrence-kicker: Μία συναρπαστική περιπέτεια <box>31 1691 663 1725</box>
crossword-title: ΤΟ ΣΤΑΥΡΟΛΕΞΟΝ <box>668 1233 962 1264</box>
lawrence-paragraph: —Ναι, γερόλια, παρέδωσα ό Άλλεγκυ. Άλλά πρέπει νά περιμένετε τήν ημέρα πού θα σκοτωθή ο Λώρενς. Ο Λώρενς είχε ενθουσιαστεί μεγάλως πάντοτε από τις μάχες. Ό ταξίδι της Δαμασκού ήταν μακρύ και επικίνδυνο. Οι Άραβες αντάρτες ακολουθούσαν τον αρχηγό τους μέσα στην έρημο. <box>352 2051 666 2098</box>
article-paragraph: Οί γιαγιάδες μας είχαν την έντύπωση ότι μήγεναν στόν δάρμον τών φωτογραφίων στην παραλία της Θεσσαλονίκης και στην άπεχθώς τοξύθη φωτογραφιζόντων σε φαρμακείον... Έτσι ήταν ή φωτογραφική άποψη του πρώτου του αιώνα μας. Ή φωτογραφία είναι μια αρχή που είδε τον Ντογκέρ το 1839. Ό Γάλλος φωτογράφος Νταγκέρ επινοησε την φωτογραφία ως εκδοχη του αληθους. <box>630 531 815 637</box>
poetry-author: ΝΑΝΑ ΚΟΝΤΟΥ <box>538 495 612 506</box>
lawrence-paragraph: ο δουκητής της πόλεως. Άπό τόν 46 άνδρας του Τούρκου πολιτικού διοικητή, είπεν ό Ζοβρί. Ό Λώρενς πήρε μαζί του μερικούς άνδρες και μπήκε στην πόλη. Ο στρατός του Φεϊζάλ πλησίαζε τη Δαμασκό. <box>846 2019 1005 2090</box>
arts-sections-text: Απρίλιος. Σεπτέμβριος. Κλήρωση. Αγρέ. Εκθέσεις. Μουσική σύνθεση. Μικρή ορχήστρα. <box>1400 1137 1586 1172</box>
problema-solution-title: Η ΛΥΣΙΣ ΤΟΥ ΠΡΟΗΓΟΥΜΕΝΟΥ <box>451 725 591 735</box>
theatre-text-1c: Ό θίασος της Δημοφιλούς πρωταγωνίστριας Ρένας Βλαχοπούλου θα κά- νη την έναρξη των παραστάσεων του στην Θεσσαλονίκη. Η Ρένα Βλα- χοπούλου και ο συνεργάτης της θα παρουσιάσουν στο θέατρο «Αυλαία» την επιθεώρηση του Αλέκου Σακελλάριου. <box>1207 435 1393 506</box>
lawrence-paragraph: ο δουκητής της πόλεως. Άπό τόν 46 άνδρας του Τούρκου πολιτικού διοικητή, είπεν ό Ζοβρί. Ό Λώρενς πήρε μαζί του μερικούς άνδρες και μπήκε στην πόλη. Ο στρατός του Φεϊζάλ πλησίαζε τη Δαμασκό. <box>676 1763 836 1834</box>
left-para-2c: ΕΙΣ τό καλόν «Θεσσαλονίκη Μέλλον» τό όποιον συμπληρώνει 28 έ- τών συνεχή βίον, δημοσιεύεται ένα άρθρον άρθρον, μί τόν τί- τλον «Ένθυμήσεις καί ζωή». Ό άρθρογράφος, λαμβάνων άφορμήν από τήν έπανάληψιν έκστρατείας διά τήν διάσωσιν τών άρχαιοτήτων. <box>24 414 413 449</box>
lawrence-col-1 <box>28 1867 666 2276</box>
lawrence-paragraph: —Ναι, γερόλια, παρέδωσα ό Άλλεγκυ. Άλλά πρέπει νά περιμένετε τήν ημέρα πού θα σκοτωθή ο Λώρενς. Ο Λώρενς είχε ενθουσιαστεί μεγάλως πάντοτε από τις μάχες. Ό ταξίδι της Δαμασκού ήταν μακρύ και επικίνδυνο. Οι Άραβες αντάρτες ακολουθούσαν τον αρχηγό τους μέσα στην έρημο. <box>28 1867 666 2110</box>
crossword-subtitle: Κάθετος, έναρξις (έπιστ.) <box>765 1265 865 1276</box>
arts-mid-sub-3: Άσπ. Παπαθανασίου <box>1207 1417 1326 1431</box>
lawrence-banner <box>28 1688 666 1859</box>
date-number: 19 <box>1093 212 1115 232</box>
music-text-2: Στα πλαίσια των καλλιτεχνικών εκδηλώσεων θα δοθεί ρεσιτάλ κιθάρας από τον κιθαρίστα. <box>1400 1441 1586 1464</box>
theatre-photo <box>1207 788 1586 1087</box>
center-left-column <box>421 324 620 1681</box>
theatre-text-1d: Ό θίασος της Δημοφιλούς πρωταγωνίστριας Ρένας Βλαχοπούλου θα κά- νη την έναρξη των παραστάσεων του στην Θεσσαλονίκη. Η Ρένα Βλα- χοπούλου και ο συνεργάτης της θα παρουσιάσουν στο θέατρο «Αυλαία» την επιθεώρηση του Αλέκου Σακελλάριου. <box>1400 239 1586 310</box>
crossword-box <box>620 1227 1009 1666</box>
main-title-banner <box>628 52 1576 162</box>
arts-mid-sub-2: Κλήρωση <box>1207 1326 1263 1340</box>
lawrence-paragraph: Έπειτα άπό δυνατών μαχών, ό Λώρενς έφτασε στη Δαμασκό τον Οκτώβριο του 1918. Η είσοδος του στην πόλη ήταν θριαμβευτική. Οι κάτοικοι της πόλης υποδέχτηκαν τους Άραβες με ενθουσιασμό. <box>676 1915 836 1986</box>
article-paragraph: Οί γιαγιάδες μας είχαν την έντύπωση ότι μήγεναν στόν δάρμον τών φωτογραφίων στην παραλία της Θεσσαλονίκης και στην άπεχθώς τοξύθη φωτογραφιζόντων σε φαρμακείον... Έτσι ήταν ή φωτογραφική άποψη του πρώτου του αιώνα μας. Ή φωτογραφία είναι μια αρχή που είδε τον Ντογκέρ το 1839. Ό Γάλλος φωτογράφος Νταγκέρ επινοησε την φωτογραφία ως εκδοχη του αληθους. <box>825 754 1009 861</box>
pharmacy-item: Μ. Παπουτσέλλου Αλεξάν. Παπανα- στασίου 142 <box>425 925 615 935</box>
crossword-solution-title: Η ΛΥΣΙΣ ΤΟΥ ΠΡΟΗΓΟΥΜΕΝΟΥ <box>837 1449 984 1459</box>
arts-mid-text: Τό καλλιτεχνικό κουκλοθέατρο της «Κεραμικής Σκηνής» παρουσιάζει κάθε βράδυ μια παράσταση για τα παιδιά. Η Ασπασία Παπαθανασίου θα εμφανιστεί στην αρχαία τραγωδία. Ό Αλέξης Μινωτής ετοιμάζει νέα παράσταση της «Ηλέκτρας». <box>1207 1341 1393 1411</box>
arts-title: ΤέχναικαίΓράμματα <box>1207 188 1518 228</box>
article-paragraph: Οί γιαγιάδες μας είχαν την έντύπωση ότι μήγεναν στόν δάρμον τών φωτογραφίων στην παραλία της Θεσσαλονίκης και στην άπεχθώς τοξύθη φωτογραφιζόντων σε φαρμακείον... Έτσι ήταν ή φωτογραφική άποψη του πρώτου του αιώνα μας. Ή φωτογραφία είναι μια αρχή που είδε τον Ντογκέρ το 1839. Ό Γάλλος φωτογράφος Νταγκέρ επινοησε την φωτογραφία ως εκδοχη του αληθους. <box>825 866 1009 972</box>
lawrence-paragraph: ο δουκητής της πόλεως. Άπό τόν 46 άνδρας του Τούρκου πολιτικού διοικητή, είπεν ό Ζοβρί. Ό Λώρενς πήρε μαζί του μερικούς άνδρες και μπήκε στην πόλη. Ο στρατός του Φεϊζάλ πλησίαζε τη Δαμασκό. <box>676 1839 836 1910</box>
theamata-text: ΑΥΛΑΙΑ θερινόν, τηλ. 265-414 (Ο- δός Βαν. Τιμοκράτου). Ή κωμωδία του Άρ. Φραρ «Ή χρυσό- κλουβο». Κάθε βράδυ 9.45 μ.μ. ΚΗΠΟΥ τηλ. 269-369 (Μέγας Φρ- καμίκη). Ή κωμωδία του Χ. Τσεμ- ετή «Ο Πρετζαπράτορος». ΝΑΥΑΡΙΝΟΝ τηλ. 278-567 (Λαϊκό μουσικό θέατρο). <box>1019 408 1195 486</box>
article-body <box>630 307 1009 1229</box>
theatres-text-2: ΑΙΓΑΙΟΝ τηλ. 830-166. ΑΘΗΝΑΙΟΝ τηλ. 832-060. ΑΡΙΣΤΗ τηλ. 265-884. ΑΤΛΑΝΤΙΣ τηλ. 830-210. ΑΤΤΙΚΟΝ τηλ. 268-287. ΑΦΡΟΔΙΤΗ τηλ. 821-300. ΕΛΛΗ τηλ. 826-316. ΕΛΕΝΗ τηλ. 830-011. <box>1019 776 1195 832</box>
article-paragraph: Οί γιαγιάδες μας είχαν την έντύπωση ότι μήγεναν στόν δάρμον τών φωτογραφίων στην παραλία της Θεσσαλονίκης και στην άπεχθώς τοξύθη φωτογραφιζόντων σε φαρμακείον... Έτσι ήταν ή φωτογραφική άποψη του πρώτου του αιώνα μας. Ή φωτογραφία είναι μια αρχή που είδε τον Ντογκέρ το 1839. Ό Γάλλος φωτογράφος Νταγκέρ επινοησε την φωτογραφία ως εκδοχη του αληθους. <box>630 642 815 749</box>
theamata-continued: ΣΥΝΕΧΕΙΑ ΕΙΣ ΤΗΝ 3ΗΝ ΣΕΛ. <box>1035 1313 1179 1325</box>
lawrence-paragraph: ο δουκητής της πόλεως. Άπό τόν 46 άνδρας του Τούρκου πολιτικού διοικητή, είπεν ό Ζοβρί. Ό Λώρενς πήρε μαζί του μερικούς άνδρες και μπήκε στην πόλη. Ο στρατός του Φεϊζάλ πλησίαζε τη Δαμασκό. <box>846 1791 1005 1862</box>
poetry-text-2: Άντηλαλούν τών αλόγων τά νύχια καί άρμα έρχεται από άντίκρυσμα σου. Τό πλήθος ξεφεύγει. Αγέρι στήν περιουσία τους στήν Έλευθερία τής ονόματος. Όμως ερνει ή άγκαλιά τών άλογων. Ορήστης ό στον κήπο. <box>425 432 613 491</box>
arts-mid-text: Τό καλλιτεχνικό κουκλοθέατρο της «Κεραμικής Σκηνής» παρουσιάζει κάθε βράδυ μια παράσταση για τα παιδιά. Η Ασπασία Παπαθανασίου θα εμφανιστεί στην αρχαία τραγωδία. Ό Αλέξης Μινωτής ετοιμάζει νέα παράσταση της «Ηλέκτρας». <box>1207 1708 1393 1778</box>
pharmacy-item: Θ. Βουζίδη 28ης Όκτωβρίου 47 <box>425 826 547 836</box>
arts-mid-sub-6: Θεόδ. Κρίτας <box>1207 1693 1282 1707</box>
arts-mid-text: Τό καλλιτεχνικό κουκλοθέατρο της «Κεραμικής Σκηνής» παρουσιάζει κάθε βράδυ μια παράσταση για τα παιδιά. Η Ασπασία Παπαθανασίου θα εμφανιστεί στην αρχαία τραγωδία. Ό Αλέξης Μινωτής ετοιμάζει νέα παράσταση της «Ηλέκτρας». <box>1207 1524 1393 1595</box>
exhibits-sub: Γκαλερί «Διογένης» <box>1400 1204 1513 1218</box>
left-para-5b: ΗΕΠΕΙΤΕΙΝ έκθεσις μαρμάρου έσημείωσε μεγαλυτέραν έπιτυχί- αν άπό όσο τις περισσότεροι ήτι. Οί έκθέται από τα έργα ταξίδων. Η συμμετοχή των έκθετών υπήρξε πολύ περισσότεροι. ό ΒΟΡΤΙΚΟΣ <box>24 773 413 808</box>
arts-mid-text: Τό καλλιτεχνικό κουκλοθέατρο της «Κεραμικής Σκηνής» παρουσιάζει κάθε βράδυ μια παράσταση για τα παιδιά. Η Ασπασία Παπαθανασίου θα εμφανιστεί στην αρχαία τραγωδία. Ό Αλέξης Μινωτής ετοιμάζει νέα παράσταση της «Ηλέκτρας». <box>1207 1249 1393 1320</box>
lecture-text: Στα πλαίσια των καλλιτεχνικών εκδηλώσεων θα δοθεί ρεσιτάλ κιθάρας από τον κιθαρίστα. <box>1400 1587 1586 1610</box>
exhibits-section: ΑΙ ΕΚΘΕΣΕΙΣ <box>1400 1179 1586 1199</box>
pharmakeia-section: ΤΑ ΦΑΡΜΑΚΕΙΑ <box>421 754 620 774</box>
lawrence-paragraph: —Ναι, γερόλια, παρέδωσα ό Άλλεγκυ. Άλλά πρέπει νά περιμένετε τήν ημέρα πού θα σκοτωθή ο Λώρενς. Ο Λώρενς είχε ενθουσιαστεί μεγάλως πάντοτε από τις μάχες. Ό ταξίδι της Δαμασκού ήταν μακρύ και επικίνδυνο. Οι Άραβες αντάρτες ακολουθούσαν τον αρχηγό τους μέσα στην έρημο. <box>28 2035 342 2082</box>
main-title: ΜΑΚΕΔΟΝΙΚΑ ήμερονύκτια <box>692 68 1518 145</box>
